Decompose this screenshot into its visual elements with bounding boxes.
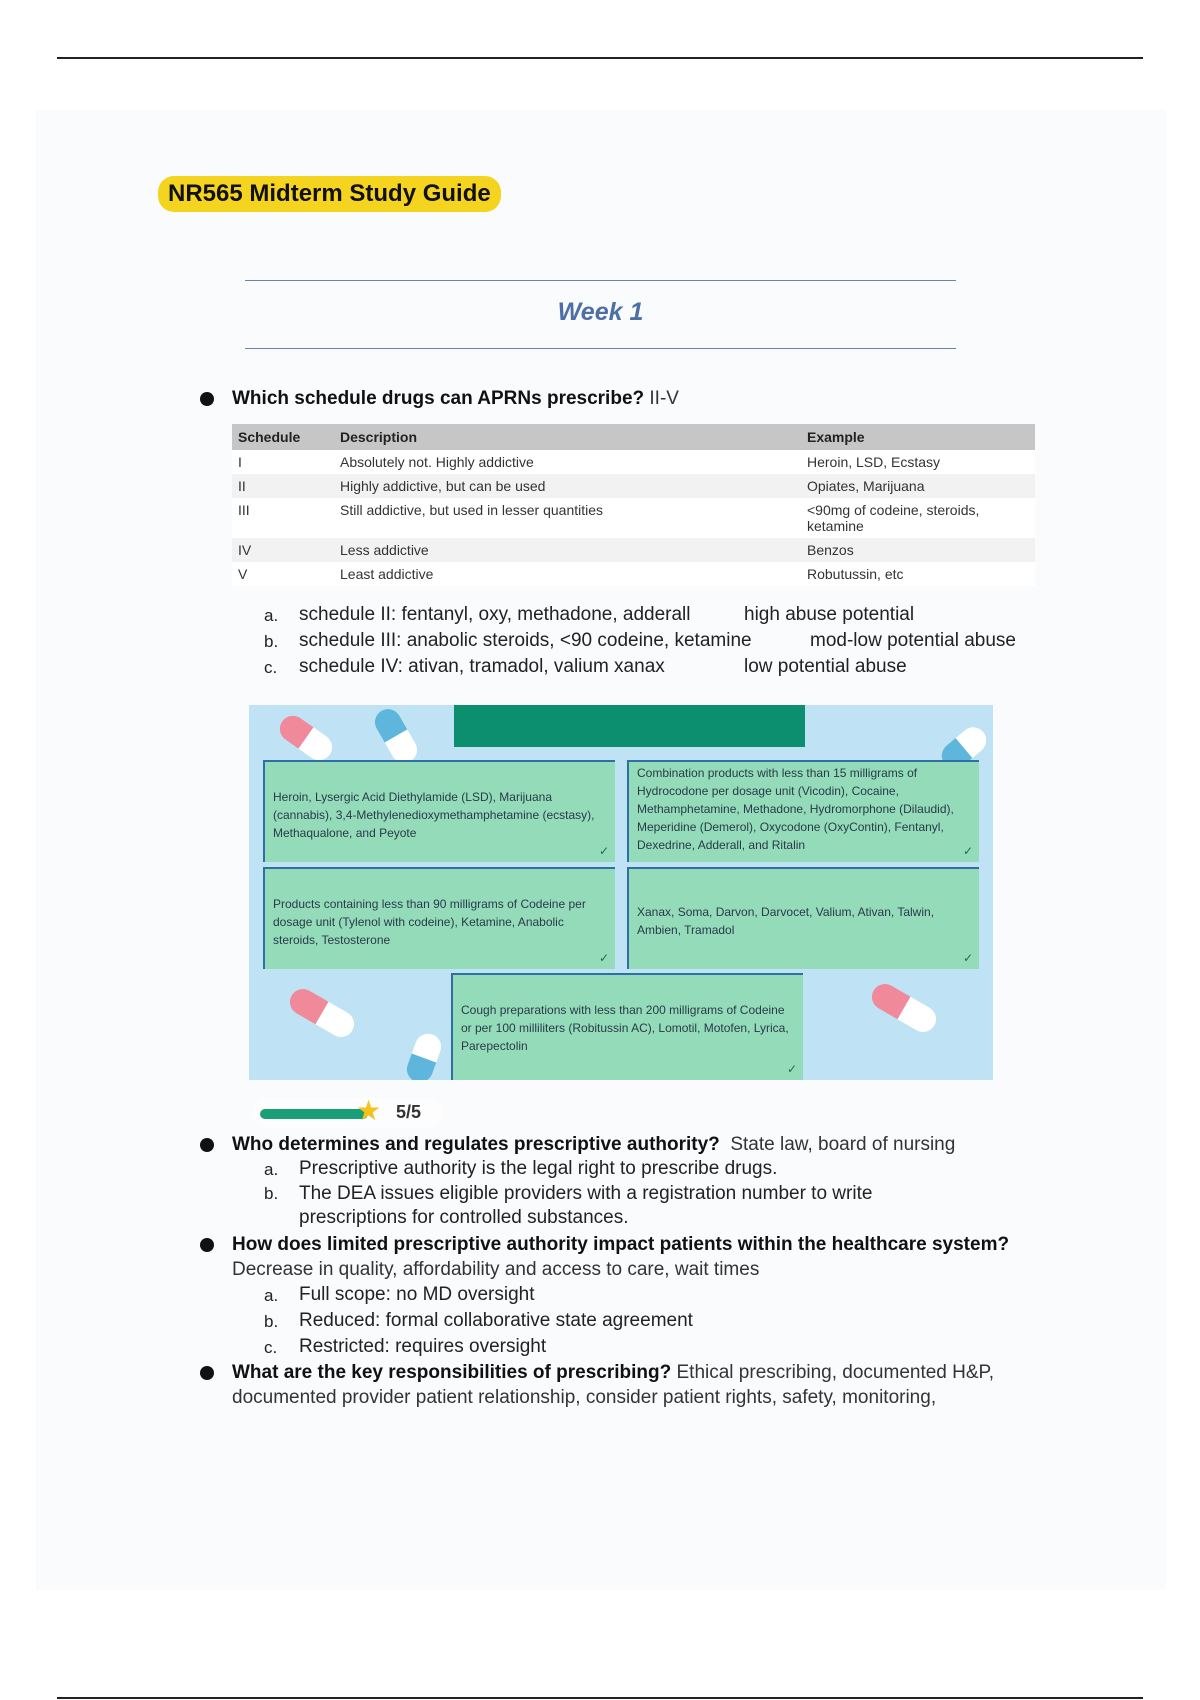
question-3	[232, 1232, 1022, 1282]
list-item-text: schedule IV: ativan, tramadol, valium xanax	[299, 656, 665, 677]
cell-description: Less addictive	[334, 538, 801, 562]
pill-decoration	[275, 711, 337, 766]
list-item-text: Reduced: formal collaborative state agreement	[299, 1310, 693, 1331]
check-icon: ✓	[598, 844, 609, 858]
question-2-answer: State law, board of nursing	[730, 1134, 956, 1155]
card-text: Xanax, Soma, Darvon, Darvocet, Valium, Ativan, Talwin, Ambien, Tramadol	[637, 905, 935, 937]
question-1-text: Which schedule drugs can APRNs prescribe?	[232, 388, 645, 409]
score-label: 5/5	[396, 1102, 422, 1122]
cell-description: Absolutely not. Highly addictive	[334, 450, 801, 474]
list-item-text: schedule III: anabolic steroids, <90 codeine, ketamine	[299, 630, 752, 651]
check-icon: ✓	[962, 844, 973, 858]
list-item-note: mod-low potential abuse	[810, 630, 1016, 651]
card-text: Heroin, Lysergic Acid Diethylamide (LSD), Marijuana (cannabis), 3,4-Methylenedioxymethamphetamine (ecstasy), Methaqualone, and Peyote	[273, 790, 595, 840]
cell-schedule: II	[232, 474, 334, 498]
answer-card	[627, 760, 979, 862]
cell-example: <90mg of codeine, steroids, ketamine	[801, 498, 1035, 538]
list-item-text: Prescriptive authority is the legal right to prescribe drugs.	[299, 1158, 778, 1179]
list-letter: b.	[264, 632, 279, 651]
table-row	[232, 498, 1035, 538]
cell-description: Highly addictive, but can be used	[334, 474, 801, 498]
pill-decoration	[370, 705, 422, 768]
question-3-text: How does limited prescriptive authority impact patients within the healthcare system?	[232, 1234, 1010, 1255]
list-item-note: low potential abuse	[744, 656, 907, 677]
question-4-text: What are the key responsibilities of prescribing?	[232, 1362, 672, 1383]
cell-schedule: V	[232, 562, 334, 586]
bullet	[200, 1238, 214, 1252]
cell-schedule: III	[232, 498, 334, 538]
card-text: Combination products with less than 15 milligrams of Hydrocodone per dosage unit (Vicodin), Cocaine, Methamphetamine, Methadone, Hydromorphone (Dilaudid), Meperidine (Demerol), Oxycodone (OxyContin), Fentanyl, Dexedrine, Adderall, and Ritalin	[637, 766, 954, 852]
check-icon: ✓	[786, 1062, 797, 1076]
list-letter: c.	[264, 658, 278, 677]
pill-decoration	[867, 979, 941, 1037]
cell-schedule: I	[232, 450, 334, 474]
schedule-table	[232, 424, 1035, 586]
check-icon: ✓	[598, 951, 609, 965]
question-4	[232, 1360, 1032, 1410]
bullet	[200, 1366, 214, 1380]
bottom-rule	[57, 1697, 1143, 1699]
list-letter: a.	[264, 1160, 279, 1179]
answer-card	[451, 973, 803, 1080]
week-heading: Week 1	[557, 298, 644, 326]
card-text: Cough preparations with less than 200 milligrams of Codeine or per 100 milliliters (Robitussin AC), Lomotil, Motofen, Lyrica, Parepectolin	[461, 1003, 789, 1053]
doc-title: NR565 Midterm Study Guide	[158, 176, 501, 212]
week-rule-bottom	[245, 348, 956, 349]
header-description: Description	[334, 424, 801, 450]
list-item-text: Restricted: requires oversight	[299, 1336, 547, 1357]
schedule-infographic	[249, 705, 993, 1080]
table-row	[232, 474, 1035, 498]
answer-card	[263, 760, 615, 862]
answer-card	[627, 867, 979, 969]
question-3-answer: Decrease in quality, affordability and access to care, wait times	[232, 1259, 760, 1280]
top-rule	[57, 57, 1143, 59]
bullet	[200, 1138, 214, 1152]
list-item-note: high abuse potential	[744, 604, 915, 625]
table-row	[232, 562, 1035, 586]
question-1	[232, 386, 679, 411]
star-icon: ★	[356, 1095, 382, 1126]
week-rule-top	[245, 280, 956, 281]
header-schedule: Schedule	[232, 424, 334, 450]
list-letter: b.	[264, 1184, 279, 1203]
list-letter: a.	[264, 606, 279, 625]
cell-example: Opiates, Marijuana	[801, 474, 1035, 498]
question-2	[232, 1132, 1042, 1157]
list-letter: b.	[264, 1312, 279, 1331]
table-row	[232, 450, 1035, 474]
cell-description: Least addictive	[334, 562, 801, 586]
card-text: Products containing less than 90 milligrams of Codeine per dosage unit (Tylenol with codeine), Ketamine, Anabolic steroids, Testosterone	[273, 897, 586, 947]
pill-decoration	[403, 1030, 445, 1080]
question-2-text: Who determines and regulates prescriptive authority?	[232, 1134, 720, 1155]
infographic-header	[454, 705, 805, 747]
list-item-text: schedule II: fentanyl, oxy, methadone, adderall	[299, 604, 691, 625]
table-header-row	[232, 424, 1035, 450]
question-4-answer: Ethical prescribing, documented H&P, documented provider patient relationship, consider patient rights, safety, monitoring,	[232, 1362, 995, 1408]
header-example: Example	[801, 424, 1035, 450]
cell-example: Benzos	[801, 538, 1035, 562]
list-item-text: Full scope: no MD oversight	[299, 1284, 535, 1305]
cell-example: Robutussin, etc	[801, 562, 1035, 586]
table-row	[232, 538, 1035, 562]
list-letter: a.	[264, 1286, 279, 1305]
list-letter: c.	[264, 1338, 278, 1357]
bullet	[200, 392, 214, 406]
score-progress-fill	[260, 1109, 368, 1119]
question-1-answer: II-V	[649, 388, 679, 409]
title-highlight	[158, 176, 501, 212]
cell-description: Still addictive, but used in lesser quantities	[334, 498, 801, 538]
pill-decoration	[285, 984, 359, 1042]
cell-schedule: IV	[232, 538, 334, 562]
list-item-text: The DEA issues eligible providers with a registration number to write prescriptions for controlled substances.	[299, 1183, 873, 1228]
cell-example: Heroin, LSD, Ecstasy	[801, 450, 1035, 474]
check-icon: ✓	[962, 951, 973, 965]
answer-card	[263, 867, 615, 969]
